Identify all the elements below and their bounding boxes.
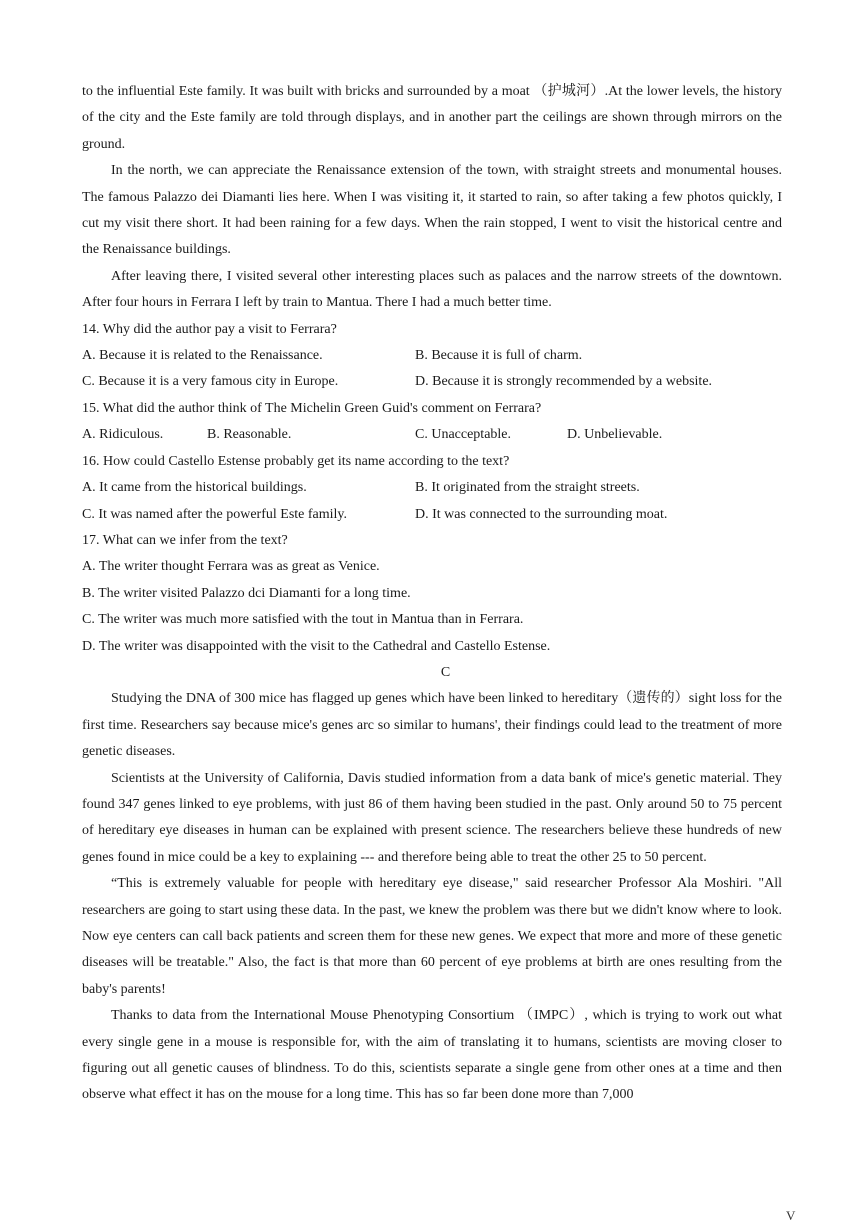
option-d: D. Because it is strongly recommended by a website. <box>415 374 713 390</box>
option-b: B. Reasonable. <box>207 427 292 443</box>
option-d: D. It was connected to the surrounding moat. <box>415 506 668 522</box>
question-14 <box>82 317 782 396</box>
question-15 <box>82 396 782 449</box>
option-c: C. Unacceptable. <box>415 427 512 443</box>
option-c: C. Because it is a very famous city in Europe. <box>82 374 339 390</box>
options-row <box>82 343 782 369</box>
passage-c-paragraph-4: Thanks to data from the International Mouse Phenotyping Consortium （IMPC）, which is trying to work out what every single gene in a mouse is responsible for, with the aim of translating it to humans, scientists are moving closer to figuring out all genetic causes of blindness. To do this, scientists separate a single gene from other ones at a time and then observe what effect it has on the mouse for a long time. This has so far been done more than 7,000 <box>82 1008 782 1103</box>
passage-b-paragraph-2: In the north, we can appreciate the Renaissance extension of the town, with straight streets and monumental houses. The famous Palazzo dei Diamanti lies here. When I was visiting it, it started to rain, so after taking a few photos quickly, I cut my visit there short. It had been raining for a few days. When the rain stopped, I went to visit the historical centre and the Renaissance buildings. <box>82 163 782 258</box>
options-row <box>82 422 782 448</box>
option-c: C. It was named after the powerful Este family. <box>82 506 348 522</box>
option-b: B. It originated from the straight streets. <box>415 480 640 496</box>
options-row <box>82 502 782 528</box>
option-a: A. Ridiculous. <box>82 427 164 443</box>
section-heading-c: C <box>440 664 451 680</box>
option-d: D. Unbelievable. <box>567 427 663 443</box>
document-body <box>82 79 782 1109</box>
question-stem: 16. How could Castello Estense probably get its name according to the text? <box>82 453 510 469</box>
options-row <box>82 369 782 395</box>
passage-b-paragraph-3: After leaving there, I visited several other interesting places such as palaces and the narrow streets of the downtown. After four hours in Ferrara I left by train to Mantua. There I had a much better time. <box>82 268 782 311</box>
question-stem: 15. What did the author think of The Michelin Green Guid's comment on Ferrara? <box>82 400 542 416</box>
option-a: A. It came from the historical buildings. <box>82 480 307 496</box>
passage-c-paragraph-3: “This is extremely valuable for people with hereditary eye disease," said researcher Professor Ala Moshiri. "All researchers are going to start using these data. In the past, we knew the problem was there but we didn't know where to look. Now eye centers can call back patients and screen them for these new genes. We expect that more and more of these genetic diseases will be treatable." Also, the fact is that more than 60 percent of eye problems at birth are ones resulting from the baby's parents! <box>82 876 782 997</box>
passage-b-paragraph-1: to the influential Este family. It was built with bricks and surrounded by a moat （护城河）.At the lower levels, the history of the city and the Este family are told through displays, and in another part the ceilings are shown through mirrors on the ground. <box>82 84 782 152</box>
option-b: B. The writer visited Palazzo dci Diamanti for a long time. <box>82 585 411 601</box>
passage-c-paragraph-2: Scientists at the University of California, Davis studied information from a data bank of mice's genetic material. They found 347 genes linked to eye problems, with just 86 of them having been studied in the past. Only around 50 to 75 percent of hereditary eye diseases in human can be explained with present science. The researchers believe these hundreds of new genes found in mice could be a key to explaining --- and therefore being able to treat the other 25 to 50 percent. <box>82 770 782 865</box>
question-17 <box>82 528 782 660</box>
passage-c-paragraph-1: Studying the DNA of 300 mice has flagged up genes which have been linked to hereditary（遗传的）sight loss for the first time. Researchers say because mice's genes arc so similar to humans', their findings could lead to the treatment of more genetic diseases. <box>82 691 782 760</box>
option-a: A. Because it is related to the Renaissance. <box>82 348 323 364</box>
option-c: C. The writer was much more satisfied with the tout in Mantua than in Ferrara. <box>82 612 524 628</box>
option-a: A. The writer thought Ferrara was as great as Venice. <box>82 559 380 575</box>
question-stem: 17. What can we infer from the text? <box>82 532 288 548</box>
page-number: V <box>786 1208 796 1223</box>
option-b: B. Because it is full of charm. <box>415 348 583 364</box>
option-d: D. The writer was disappointed with the visit to the Cathedral and Castello Estense. <box>82 638 551 654</box>
options-row <box>82 475 782 501</box>
question-stem: 14. Why did the author pay a visit to Ferrara? <box>82 321 337 337</box>
question-16 <box>82 449 782 528</box>
